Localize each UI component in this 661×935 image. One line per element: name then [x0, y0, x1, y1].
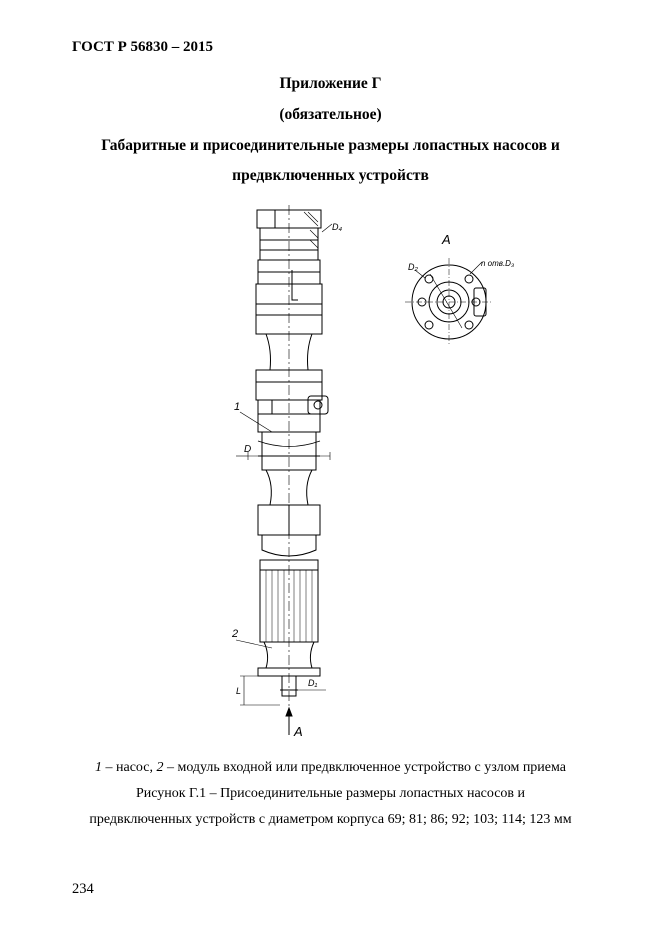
- page-number: 234: [72, 881, 94, 897]
- appendix-heading-line2: предвключенных устройств: [232, 167, 429, 184]
- label-d1: D₁: [308, 678, 318, 688]
- label-item-1: 1: [234, 401, 241, 413]
- appendix-status: (обязательное): [279, 106, 382, 123]
- label-d4: D₄: [332, 222, 343, 232]
- figure-caption-line1: Рисунок Г.1 – Присоединительные размеры лопастных насосов и: [135, 786, 526, 801]
- label-arrow-a: A: [294, 724, 303, 739]
- label-d2: D₂: [408, 262, 418, 272]
- appendix-title: Приложение Г: [279, 75, 382, 92]
- legend-item-2-text: – модуль входной или предвключенное устройство с узлом приема: [163, 760, 566, 775]
- pump-technical-drawing: [200, 200, 530, 740]
- label-item-2: 2: [232, 628, 239, 640]
- label-view-a: A: [442, 232, 451, 247]
- label-holes: n отв.D₃: [481, 259, 515, 268]
- label-dim-d: D: [244, 444, 252, 455]
- appendix-heading-line1: Габаритные и присоединительные размеры лопастных насосов и: [101, 137, 560, 154]
- document-header: ГОСТ Р 56830 – 2015: [72, 39, 214, 55]
- legend-item-1-number: 1: [94, 760, 102, 775]
- legend-item-2-number: 2: [156, 760, 164, 775]
- figure-caption-line2: предвключенных устройств с диаметром корпуса 69; 81; 86; 92; 103; 114; 123 мм: [89, 812, 572, 827]
- label-dim-l: L: [236, 686, 242, 696]
- figure-legend: [0, 760, 661, 776]
- legend-item-1-text: – насос,: [101, 760, 157, 775]
